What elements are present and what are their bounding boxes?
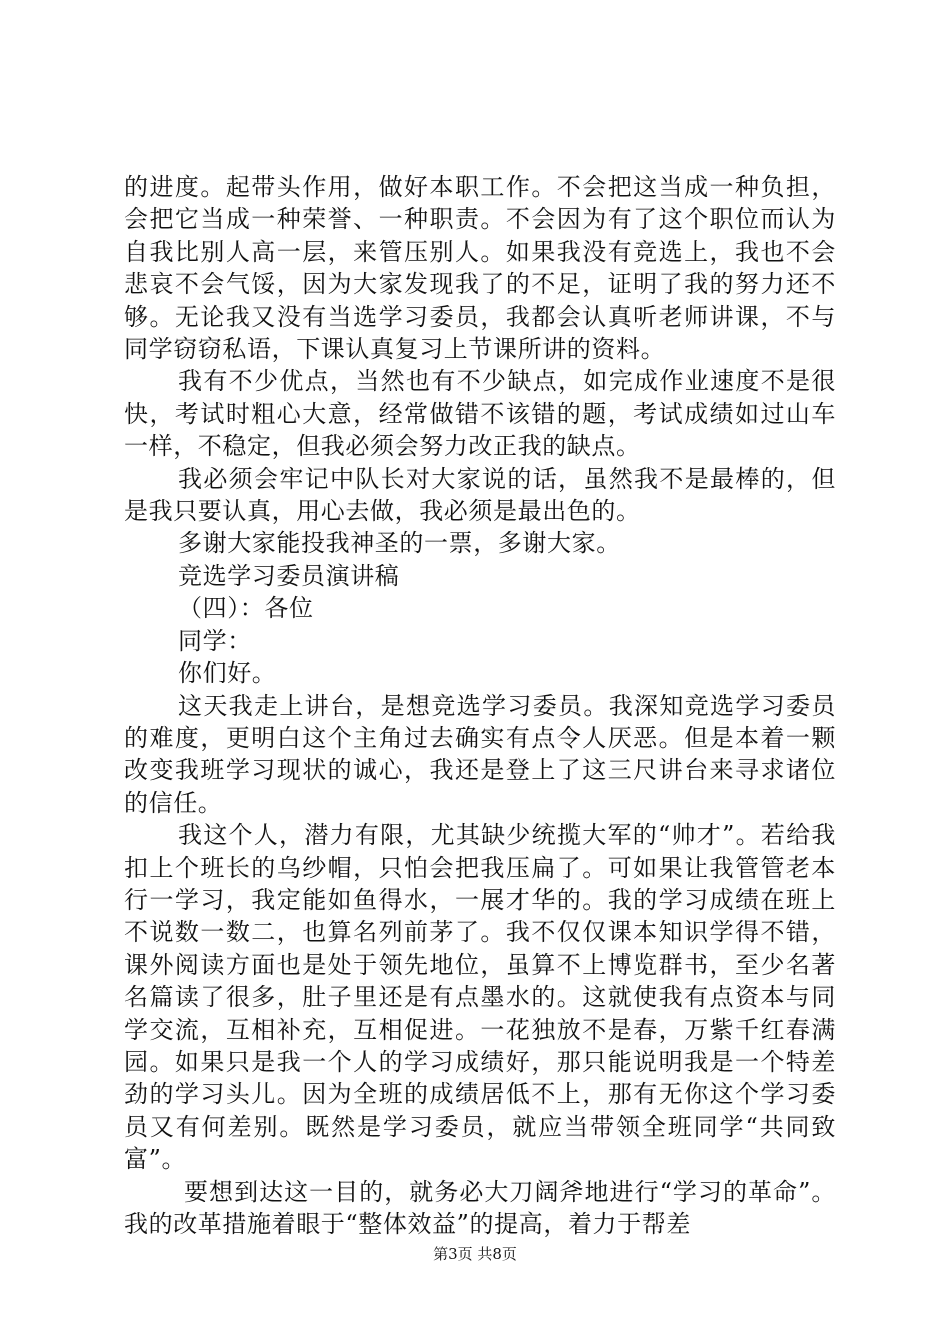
speech-title: 竞选学习委员演讲稿 bbox=[178, 561, 400, 590]
paragraph-3: 多谢大家能投我神圣的一票，多谢大家。 bbox=[178, 529, 621, 558]
section-label: （四）：各位 bbox=[178, 594, 314, 623]
document-body bbox=[124, 171, 836, 1240]
paragraph-2: 我必须会牢记中队长对大家说的话，虽然我不是最棒的，但是我只要认真，用心去做，我必须是最出色的。 bbox=[124, 464, 836, 526]
page-footer: 第3页 共8页 bbox=[433, 1245, 517, 1263]
greeting-hello: 你们好。 bbox=[178, 659, 277, 688]
paragraph-9: 我这个人，潜力有限，尤其缺少统揽大军的“帅才”。若给我扣上个班长的乌纱帽，只怕会把我压扁了。可如果让我管管老本行一学习，我定能如鱼得水，一展才华的。我的学习成绩在班上不说数一数二，也算名列前茅了。我不仅仅课本知识学得不错，课外阅读方面也是处于领先地位，虽算不上博览群书，至少名著名篇读了很多，肚子里还是有点墨水的。这就使我有点资本与同学交流，互相补充，互相促进。一花独放不是春，万紫千红春满园。如果只是我一个人的学习成绩好，那只能说明我是一个特差劲的学习头儿。因为全班的成绩居低不上，那有无你这个学习委员又有何差别。既然是学习委员，就应当带领全班同学“共同致富”。 bbox=[124, 821, 836, 1174]
paragraph-0: 的进度。起带头作用，做好本职工作。不会把这当成一种负担，会把它当成一种荣誉、一种职责。不会因为有了这个职位而认为自我比别人高一层，来管压别人。如果我没有竞选上，我也不会悲哀不会气馁，因为大家发现我了的不足，证明了我的努力还不够。无论我又没有当选学习委员，我都会认真听老师讲课，不与同学窃窃私语，下课认真复习上节课所讲的资料。 bbox=[124, 173, 836, 364]
paragraph-8: 这天我走上讲台，是想竞选学习委员。我深知竞选学习委员的难度，更明白这个主角过去确实有点令人厌恶。但是本着一颗改变我班学习现状的诚心，我还是登上了这三尺讲台来寻求诸位的信任。 bbox=[124, 691, 836, 817]
greeting-classmates: 同学： bbox=[178, 626, 252, 655]
paragraph-1: 我有不少优点，当然也有不少缺点，如完成作业速度不是很快，考试时粗心大意，经常做错不该错的题，考试成绩如过山车一样，不稳定，但我必须会努力改正我的缺点。 bbox=[124, 367, 836, 461]
paragraph-10: 要想到达这一目的，就务必大刀阔斧地进行“学习的革命”。我的改革措施着眼于“整体效益”的提高，着力于帮差 bbox=[124, 1177, 836, 1238]
